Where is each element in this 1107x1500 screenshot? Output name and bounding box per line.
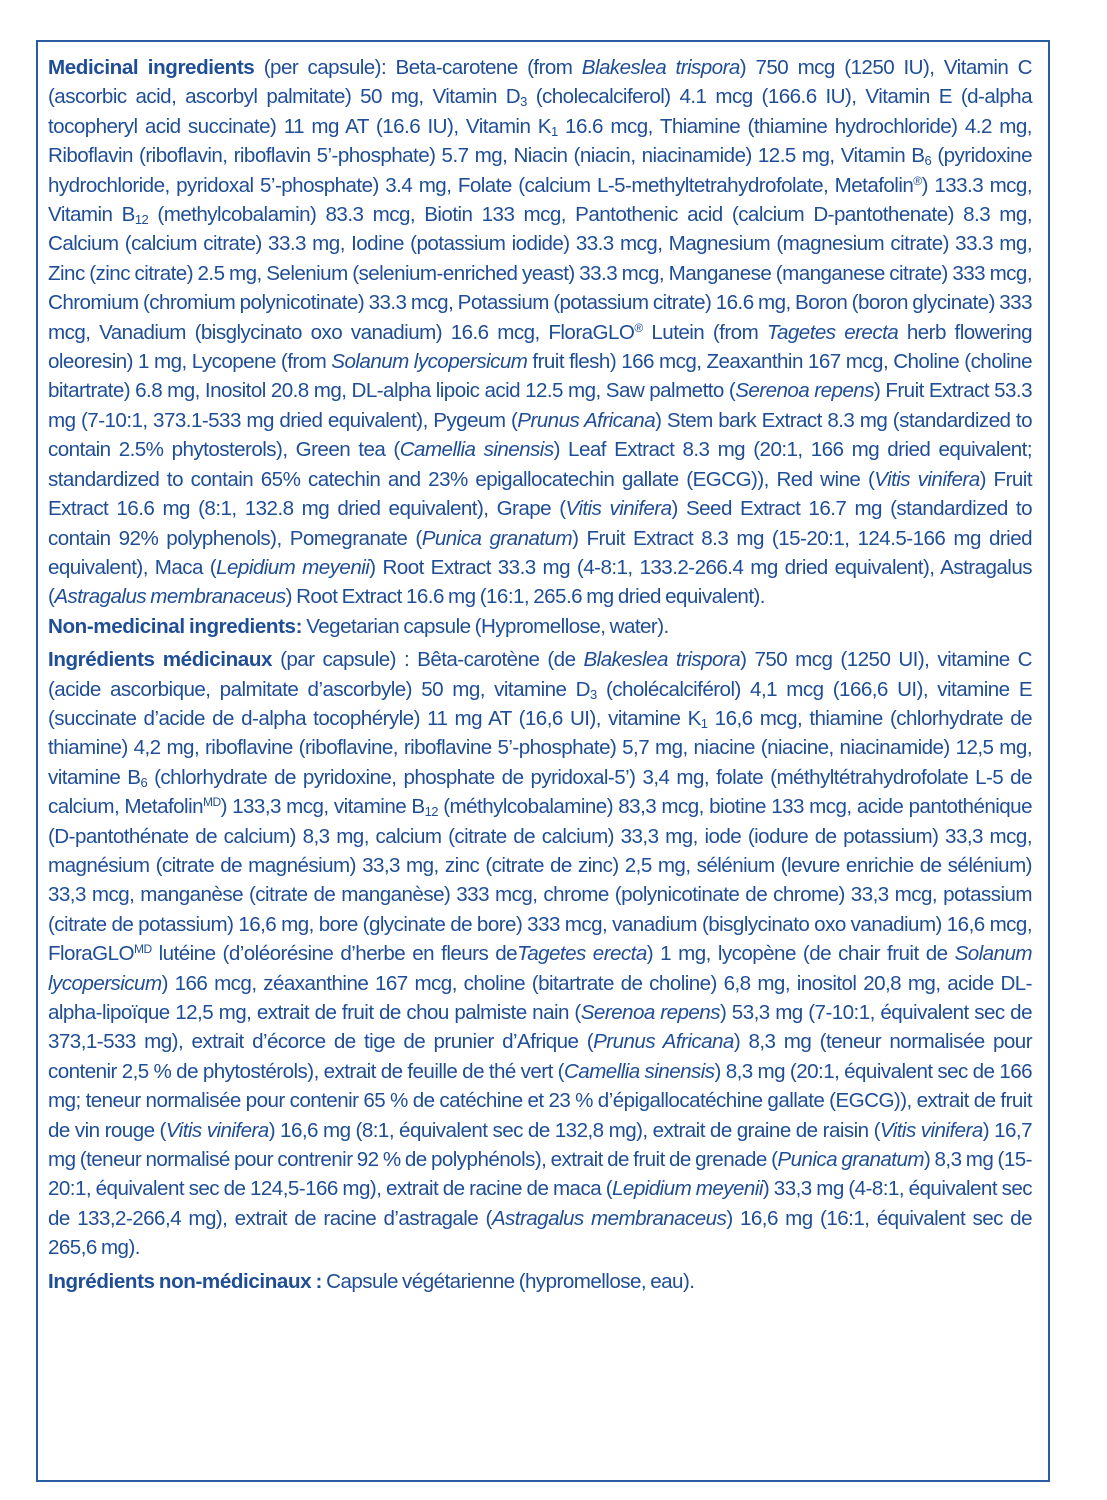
text-segment: lutéine (d’oléorésine d’herbe en fleurs de xyxy=(151,942,518,966)
text-segment: ) 33,3 mg (4-8:1, équivalent sec de 133,2-266,4 mg), extrait de racine d’astragale ( xyxy=(48,1177,1032,1230)
french-non-medicinal-ingredients xyxy=(48,1267,1032,1296)
latin-name: Serenoa repens xyxy=(735,379,874,403)
text-segment: (cholécalciférol) 4,1 mcg (166,6 UI), vitamine E (succinate d’acide de d-alpha tocophéryle) 11 mg AT (16,6 UI), vitamine K xyxy=(48,677,1032,730)
latin-name: Astragalus membranaceus xyxy=(491,1206,727,1230)
registered-mark: ® xyxy=(913,173,922,188)
text-segment: Capsule végétarienne (hypromellose, eau). xyxy=(322,1269,695,1293)
latin-name: Camellia sinensis xyxy=(563,1059,715,1083)
text-segment: ) Seed Extract 16.7 mg (standardized to contain 92% polyphenols), Pomegranate ( xyxy=(48,497,1032,550)
english-medicinal-heading: Medicinal ingredients xyxy=(48,56,255,79)
latin-name: Prunus Africana xyxy=(593,1030,734,1054)
text-segment: ) 8,3 mg (15-20:1, équivalent sec de 124,5-166 mg), extrait de racine de maca ( xyxy=(48,1148,1032,1201)
registered-mark: MD xyxy=(203,795,221,810)
text-segment: (per capsule): Beta-carotene (from xyxy=(254,56,582,79)
text-segment: ) 16,7 mg (teneur normalisé pour contrenir 92 % de polyphénols), extrait de fruit de grenade ( xyxy=(48,1118,1032,1172)
ingredients-label xyxy=(48,53,1032,1296)
text-segment: ) 16,6 mg (16:1, équivalent sec de 265,6 mg). xyxy=(48,1206,1032,1260)
text-segment: ) 133,3 mcg, vitamine B xyxy=(220,795,425,819)
subscript: 12 xyxy=(424,804,438,820)
latin-name: Prunus Africana xyxy=(517,408,656,432)
latin-name: Tagetes erecta xyxy=(766,320,899,344)
text-segment: ) Fruit Extract 53.3 mg (7-10:1, 373.1-533 mg dried equivalent), Pygeum ( xyxy=(48,379,1032,432)
latin-name: Vitis vinifera xyxy=(879,1118,983,1142)
registered-mark: MD xyxy=(134,942,152,957)
text-segment: ) Leaf Extract 8.3 mg (20:1, 166 mg dried equivalent; standardized to contain 65% catechin and 23% epigallocatechin gallate (EGCG)), Red wine ( xyxy=(48,438,1033,491)
registered-mark: ® xyxy=(634,320,643,335)
text-segment: ) Stem bark Extract 8.3 mg (standardized to contain 2.5% phytosterols), Green tea ( xyxy=(48,408,1032,462)
french-medicinal-heading: Ingrédients médicinaux xyxy=(48,648,273,672)
subscript: 6 xyxy=(140,774,148,790)
text-segment: fruit flesh) 166 mcg, Zeaxanthin 167 mcg, Choline (choline bitartrate) 6.8 mg, Inositol 20.8 mg, DL-alpha lipoic acid 12.5 mg, Saw palmetto ( xyxy=(48,350,1032,403)
text-segment: ) Root Extract 33.3 mg (4-8:1, 133.2-266.4 mg dried equivalent), Astragalus ( xyxy=(48,555,1032,609)
latin-name: Solanum lycopersicum xyxy=(48,942,1032,995)
latin-name: Vitis vinifera xyxy=(874,467,980,491)
text-segment: (par capsule) : Bêta-carotène (de xyxy=(272,648,584,672)
text-segment: ) 16,6 mg (8:1, équivalent sec de 132,8 mg), extrait de graine de raisin ( xyxy=(268,1118,880,1142)
text-segment: (pyridoxine hydrochloride, pyridoxal 5’-phosphate) 3.4 mg, Folate (calcium L-5-methyltetrahydrofolate, Metafolin xyxy=(48,144,1032,197)
subscript: 1 xyxy=(700,715,708,731)
latin-name: Blakeslea trispora xyxy=(581,56,740,79)
text-segment: herb flowering oleoresin) 1 mg, Lycopene (from xyxy=(48,320,1033,374)
text-segment: (méthylcobalamine) 83,3 mcg, biotine 133 mcg, acide pantothénique (D-pantothénate de calcium) 8,3 mg, calcium (citrate de calcium) 33,3 mg, iode (iodure de potassium) 33,3 mcg, magnésium (citrate de magnésium) 33,3 mg, zinc (citrate de zinc) 2,5 mg, sélénium (levure enrichie de sélénium) 33,3 mcg, manganèse (citrate de manganèse) 333 mcg, chrome (polynicotinate de chrome) 33,3 mcg, potassium (citrate de potassium) 16,6 mg, bore (glycinate de bore) 333 mcg, vanadium (bisglycinato oxo vanadium) 16,6 mcg, FloraGLO xyxy=(48,795,1032,966)
text-segment: 16,6 mcg, thiamine (chlorhydrate de thiamine) 4,2 mg, riboflavine (riboflavine, riboflavine 5’-phosphate) 5,7 mg, niacine (niacine, niacinamide) 12,5 mg, vitamine B xyxy=(48,706,1032,789)
latin-name: Lepidium meyenii xyxy=(612,1177,763,1201)
text-segment: ) 53,3 mg (7-10:1, équivalent sec de 373,1-533 mg), extrait d’écorce de tige de prunier d’Afrique ( xyxy=(48,1001,1032,1054)
latin-name: Punica granatum xyxy=(421,526,573,550)
subscript: 6 xyxy=(924,153,932,169)
latin-name: Lepidium meyenii xyxy=(216,555,370,579)
subscript: 3 xyxy=(590,686,597,702)
english-medicinal-ingredients xyxy=(48,53,1032,612)
subscript: 1 xyxy=(550,123,558,139)
text-segment: (methylcobalamin) 83.3 mcg, Biotin 133 mcg, Pantothenic acid (calcium D-pantothenate) 8.3 mg, Calcium (calcium citrate) 33.3 mg, Iodine (potassium iodide) 33.3 mcg, Magnesium (magnesium citrate) 33.3 mg, Zinc (zinc citrate) 2.5 mg, Selenium (selenium-enriched yeast) 33.3 mcg, Manganese (manganese citrate) 333 mcg, Chromium (chromium polynicotinate) 33.3 mcg, Potassium (potassium citrate) 16.6 mg, Boron (boron glycinate) 333 mcg, Vanadium (bisglycinato oxo vanadium) 16.6 mcg, FloraGLO xyxy=(48,203,1032,344)
text-segment: ) 133.3 mcg, Vitamin B xyxy=(48,173,1032,227)
text-segment: ) 750 mcg (1250 IU), Vitamin C (ascorbic acid, ascorbyl palmitate) 50 mg, Vitamin D xyxy=(48,56,1032,109)
subscript: 12 xyxy=(134,212,149,228)
english-nonmedicinal-heading: Non-medicinal ingredients: xyxy=(48,614,303,638)
latin-name: Solanum lycopersicum xyxy=(331,350,528,374)
latin-name: Blakeslea trispora xyxy=(583,648,741,672)
text-segment: ) Fruit Extract 16.6 mg (8:1, 132.8 mg dried equivalent), Grape ( xyxy=(48,467,1032,521)
latin-name: Tagetes erecta xyxy=(517,942,647,966)
text-segment: ) 1 mg, lycopène (de chair fruit de xyxy=(646,942,955,966)
french-nonmedicinal-heading: Ingrédients non-médicinaux : xyxy=(48,1269,322,1293)
latin-name: Serenoa repens xyxy=(580,1001,720,1024)
subscript: 3 xyxy=(520,94,527,110)
latin-name: Astragalus membranaceus xyxy=(54,585,286,609)
text-segment: (cholecalciferol) 4.1 mcg (166.6 IU), Vitamin E (d-alpha tocopheryl acid succinate) 11 mg AT (16.6 IU), Vitamin K xyxy=(48,85,1032,138)
text-segment: Lutein (from xyxy=(642,320,767,344)
latin-name: Punica granatum xyxy=(777,1148,924,1172)
text-segment: Vegetarian capsule (Hypromellose, water). xyxy=(302,614,669,638)
text-segment: ) 166 mcg, zéaxanthine 167 mcg, choline (bitartrate de choline) 6,8 mg, inositol 20,8 mg, acide DL-alpha-lipoïque 12,5 mg, extrait de fruit de chou palmiste nain ( xyxy=(48,971,1032,1024)
latin-name: Vitis vinifera xyxy=(165,1118,269,1142)
text-segment: ) Root Extract 16.6 mg (16:1, 265.6 mg dried equivalent). xyxy=(285,585,765,609)
latin-name: Camellia sinensis xyxy=(399,438,554,462)
text-segment: ) 750 mcg (1250 UI), vitamine C (acide ascorbique, palmitate d’ascorbyle) 50 mg, vitamine D xyxy=(48,648,1032,701)
english-non-medicinal-ingredients xyxy=(48,612,1032,641)
text-segment: ) 8,3 mg (teneur normalisée pour contenir 2,5 % de phytostérols), extrait de feuille de thé vert ( xyxy=(48,1030,1033,1083)
latin-name: Vitis vinifera xyxy=(565,497,672,521)
text-segment: ) 8,3 mg (20:1, équivalent sec de 166 mg; teneur normalisée pour contenir 65 % de catéchine et 23 % d’épigallocatéchine gallate (EGCG)), extrait de fruit de vin rouge ( xyxy=(48,1059,1032,1142)
text-segment: 16.6 mcg, Thiamine (thiamine hydrochloride) 4.2 mg, Riboflavin (riboflavin, riboflavin 5’-phosphate) 5.7 mg, Niacin (niacin, niacinamide) 12.5 mg, Vitamin B xyxy=(48,114,1032,168)
french-medicinal-ingredients xyxy=(48,645,1032,1263)
text-segment: ) Fruit Extract 8.3 mg (15-20:1, 124.5-166 mg dried equivalent), Maca ( xyxy=(48,526,1032,579)
text-segment: (chlorhydrate de pyridoxine, phosphate de pyridoxal-5’) 3,4 mg, folate (méthyltétrahydrofolate L-5 de calcium, Metafolin xyxy=(48,765,1032,819)
